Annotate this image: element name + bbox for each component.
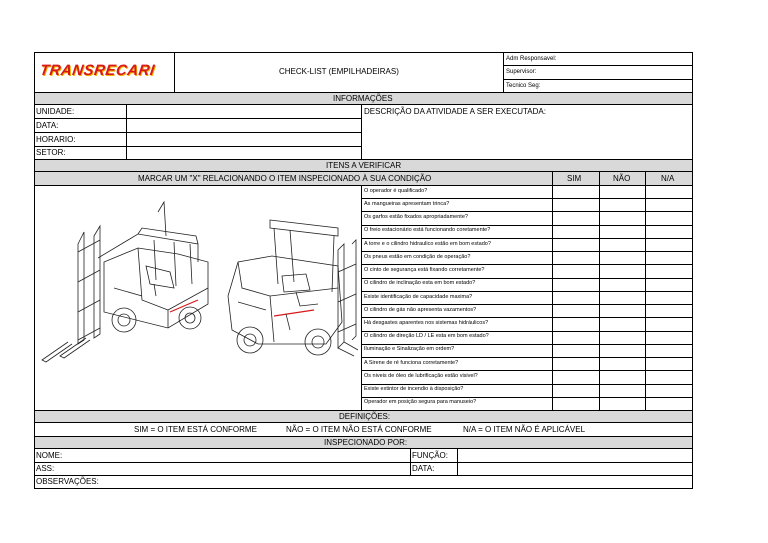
definition-sim: SIM = O ITEM ESTÁ CONFORME [134, 425, 257, 434]
info-section-title: INFORMAÇÕES [333, 94, 393, 103]
form-title: CHECK-LIST (EMPILHADEIRAS) [279, 67, 399, 76]
forklift-illustration [38, 192, 358, 402]
checklist-item: O cilindro de gás não apresenta vazamentos? [364, 306, 477, 313]
checklist-item: Há desgastes aparentes nos sistemas hidráulicos? [364, 319, 489, 326]
checklist-item: Os pneus estão em condição de operação? [364, 253, 471, 260]
definitions-title: DEFINIÇÕES: [339, 412, 391, 421]
checklist-form [34, 52, 693, 489]
checklist-item: A Sirene de ré funciona corretamente? [364, 359, 459, 366]
forklift-right-icon [228, 220, 358, 356]
tecnico-seg-label: Tecnico Seg: [506, 83, 541, 89]
company-logo: TRANSRECARI [38, 62, 156, 79]
data-label: DATA: [36, 121, 59, 130]
instruction-text: MARCAR UM "X" RELACIONANDO O ITEM INSPECIONADO À SUA CONDIÇÃO [138, 174, 432, 183]
col-na: N/A [661, 174, 675, 183]
checklist-item: Existe extintor de incendio à disposição? [364, 386, 464, 393]
definition-nao: NÃO = O ITEM NÃO ESTÁ CONFORME [286, 425, 432, 434]
checklist-item: Iluminação e Sinalização em ordem? [364, 346, 455, 353]
checklist-item: O cilindro de direção LD / LE esta em bom estado? [364, 333, 489, 340]
col-sim: SIM [567, 174, 582, 183]
horario-label: HORARIO: [36, 135, 76, 144]
inspection-title: INSPECIONADO POR: [324, 438, 408, 447]
data-inspection-label: DATA: [412, 464, 435, 473]
checklist-item: O cinto de segurança está fixando corretamente? [364, 267, 485, 274]
col-nao: NÃO [613, 174, 631, 183]
unidade-label: UNIDADE: [36, 107, 75, 116]
checklist-item: O freio estacionário está funcionando coretamente? [364, 227, 491, 234]
checklist-item: A torre e o cilindro hidraulico estão em bom estado? [364, 240, 491, 247]
adm-responsavel-label: Adm Responsavel: [506, 56, 557, 62]
ass-label: ASS: [36, 464, 55, 473]
setor-label: SETOR: [36, 148, 66, 157]
supervisor-label: Supervisor: [506, 69, 537, 75]
forklift-left-icon [42, 202, 208, 362]
checklist-item: O cilindro de inclinação esta em bom estado? [364, 280, 476, 287]
checklist-item: Os garfos estão fixados apropriadamente? [364, 214, 468, 221]
nome-label: NOME: [36, 451, 63, 460]
description-label: DESCRIÇÃO DA ATIVIDADE A SER EXECUTADA: [364, 107, 546, 116]
definition-na: N/A = O ITEM NÃO É APLICÁVEL [463, 425, 586, 434]
observacoes-label: OBSERVAÇÕES: [36, 477, 99, 486]
checklist-item: O operador é qualificado? [364, 187, 428, 194]
funcao-label: FUNÇÃO: [412, 451, 448, 460]
checklist-item: As mangueiras apresentam trinca? [364, 200, 450, 207]
checklist-item: Operador em posição segura para manuseio? [364, 399, 477, 406]
checklist-item: Existe identificação de capacidade maxima? [364, 293, 473, 300]
items-section-title: ITENS A VERIFICAR [326, 161, 402, 170]
checklist-item: Os niveis de óleo de lubrificação estão visivel? [364, 372, 478, 379]
